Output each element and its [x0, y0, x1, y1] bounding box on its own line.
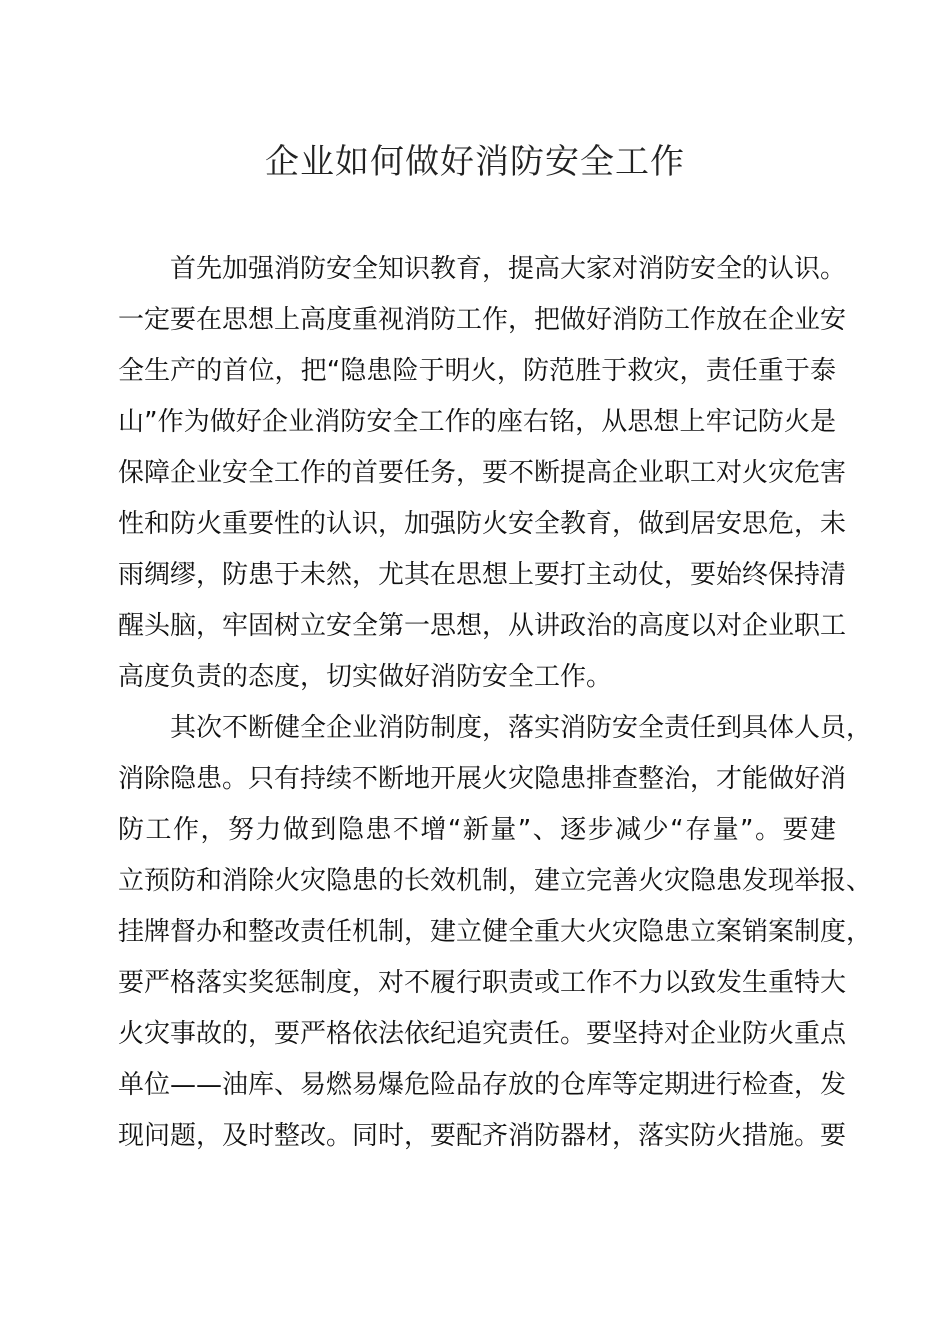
paragraph-2 — [118, 703, 873, 1162]
paragraph-line: 火灾事故的，要严格依法依纪追究责任。要坚持对企业防火重点 — [118, 1019, 847, 1049]
document-body — [118, 244, 873, 1162]
paragraph-line: 雨绸缪，防患于未然，尤其在思想上要打主动仗，要始终保持清 — [118, 560, 847, 590]
paragraph-line: 保障企业安全工作的首要任务，要不断提高企业职工对火灾危害 — [118, 458, 847, 488]
paragraph-line: 消除隐患。只有持续不断地开展火灾隐患排查整治，才能做好消 — [118, 764, 847, 794]
paragraph-line: 现问题，及时整改。同时，要配齐消防器材，落实防火措施。要 — [118, 1121, 847, 1151]
paragraph-line: 立预防和消除火灾隐患的长效机制，建立完善火灾隐患发现举报、 — [118, 866, 873, 896]
paragraph-line: 首先加强消防安全知识教育，提高大家对消防安全的认识。 — [170, 254, 847, 284]
paragraph-1 — [118, 244, 847, 703]
paragraph-line: 醒头脑，牢固树立安全第一思想，从讲政治的高度以对企业职工 — [118, 611, 847, 641]
document-title: 企业如何做好消防安全工作 — [265, 142, 685, 182]
paragraph-line: 挂牌督办和整改责任机制，建立健全重大火灾隐患立案销案制度， — [118, 917, 873, 947]
paragraph-line: 防工作，努力做到隐患不增“新量”、逐步减少“存量”。要建 — [118, 815, 836, 845]
paragraph-line: 高度负责的态度，切实做好消防安全工作。 — [118, 662, 613, 692]
paragraph-line: 要严格落实奖惩制度，对不履行职责或工作不力以致发生重特大 — [118, 968, 847, 998]
paragraph-line: 山”作为做好企业消防安全工作的座右铭，从思想上牢记防火是 — [118, 407, 836, 437]
paragraph-line: 性和防火重要性的认识，加强防火安全教育，做到居安思危，未 — [118, 509, 847, 539]
paragraph-line: 其次不断健全企业消防制度，落实消防安全责任到具体人员， — [170, 713, 873, 743]
paragraph-line: 全生产的首位，把“隐患险于明火，防范胜于救灾，责任重于泰 — [118, 356, 836, 386]
paragraph-line: 单位——油库、易燃易爆危险品存放的仓库等定期进行检查，发 — [118, 1070, 847, 1100]
paragraph-line: 一定要在思想上高度重视消防工作，把做好消防工作放在企业安 — [118, 305, 847, 335]
